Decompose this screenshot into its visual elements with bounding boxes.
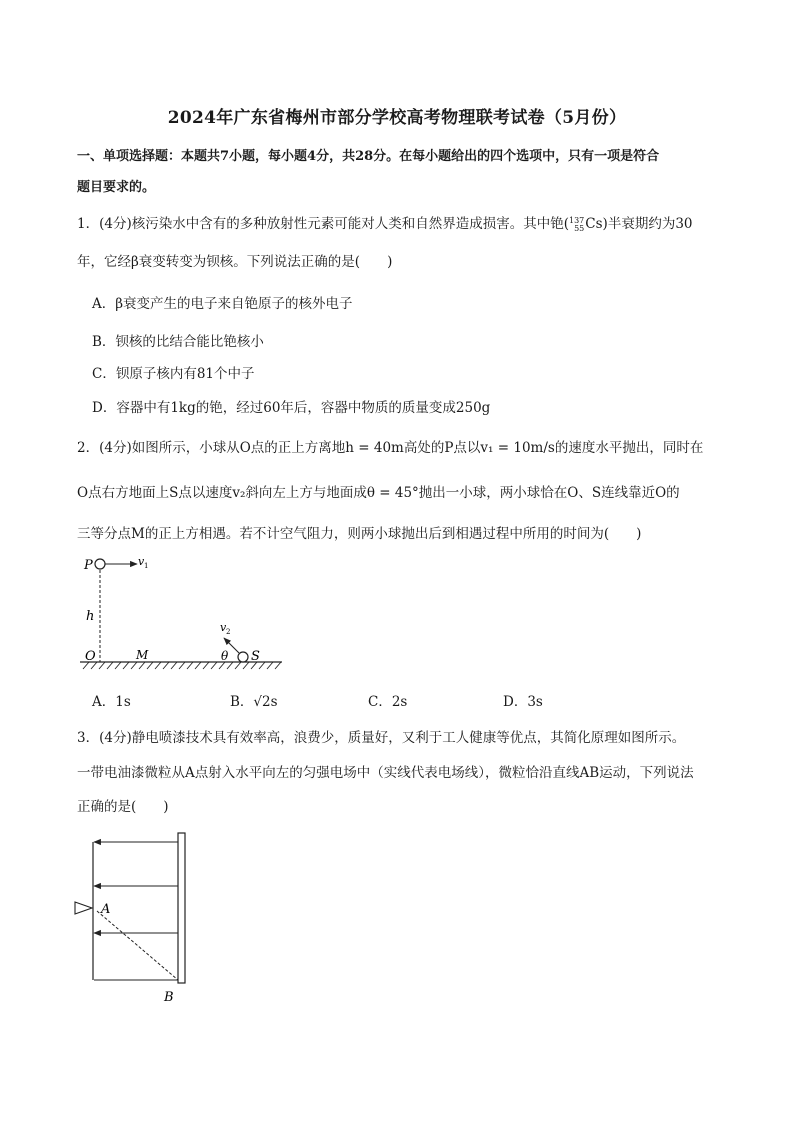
q3-stem-line2: 一带电油漆微粒从A点射入水平向左的匀强电场中（实线代表电场线），微粒恰沿直线AB运动，下列说法 (77, 765, 694, 781)
q2-projectile-figure (75, 552, 295, 672)
q1-option-a: A．β衰变产生的电子来自铯原子的核外电子 (92, 296, 353, 312)
label-p: P (84, 558, 93, 573)
q2-stem-line2: O点右方地面上S点以速度v₂斜向左上方与地面成θ = 45°抛出一小球，两小球恰在O、S连线靠近O的 (77, 485, 680, 501)
plate (178, 833, 185, 983)
label-o: O (85, 649, 96, 664)
q1-isotope-numbers (569, 217, 584, 233)
q1-isotope-atomic: 55 (574, 223, 585, 233)
label-v1-sub: 1 (144, 562, 149, 570)
label-v2: v (220, 621, 227, 634)
q1-stem-b: )半衰期约为30 (602, 216, 693, 232)
label-a: A (101, 902, 111, 917)
page-title: 2024年广东省梅州市部分学校高考物理联考试卷（5月份） (167, 108, 627, 128)
q2-option-a: A．1s (92, 694, 131, 710)
q1-isotope-mass: 137 (569, 215, 585, 225)
q2-option-b (230, 690, 278, 710)
q3-electric-field-figure (70, 825, 200, 1010)
q1-stem-line2: 年，它经β衰变转变为钡核。下列说法正确的是( ) (77, 254, 393, 270)
q2-option-b-value: 2s (262, 694, 278, 710)
label-s: S (251, 649, 260, 664)
q2-stem-line3: 三等分点M的正上方相遇。若不计空气阻力，则两小球抛出后到相遇过程中所用的时间为( ) (77, 526, 642, 542)
section-heading-line1: 一、单项选择题：本题共7小题，每小题4分，共28分。在每小题给出的四个选项中，只有一项是符合 (77, 149, 660, 164)
q2-option-b-prefix: B． (230, 694, 254, 710)
q1-option-b: B．钡核的比结合能比铯核小 (92, 334, 264, 350)
sqrt-icon: √ (253, 694, 263, 710)
section-heading-line2: 题目要求的。 (77, 180, 156, 195)
q1-score: (4分) (99, 216, 132, 232)
q1-option-d: D．容器中有1kg的铯，经过60年后，容器中物质的质量变成250g (92, 400, 491, 416)
q3-stem-line1: 3．(4分)静电喷漆技术具有效率高，浪费少，质量好，又利于工人健康等优点，其简化原理如图所示。 (77, 730, 686, 746)
trajectory-ab (97, 911, 178, 980)
q2-option-d: D．3s (503, 694, 543, 710)
label-theta: θ (221, 649, 229, 663)
label-v2-sub: 2 (226, 628, 231, 636)
label-b: B (164, 990, 174, 1005)
q2-stem-line1: 2．(4分)如图所示，小球从O点的正上方离地h = 40m高处的P点以v₁ = 10m/s的速度水平抛出，同时在 (77, 440, 704, 456)
ball-p (95, 559, 105, 569)
q2-option-c: C．2s (368, 694, 408, 710)
spray-nozzle-icon (75, 902, 92, 914)
label-h: h (86, 609, 95, 624)
q1-option-c: C．钡原子核内有81个中子 (92, 366, 255, 382)
q1-stem-a: 核污染水中含有的多种放射性元素可能对人类和自然界造成损害。其中铯( (131, 216, 569, 232)
q1-stem-line1 (77, 212, 693, 233)
q1-isotope-symbol: Cs (585, 216, 603, 232)
q1-number: 1． (77, 216, 100, 232)
label-v1: v (138, 555, 145, 568)
label-m: M (136, 648, 149, 662)
ball-s (238, 652, 248, 662)
q3-stem-line3: 正确的是( ) (77, 799, 169, 815)
